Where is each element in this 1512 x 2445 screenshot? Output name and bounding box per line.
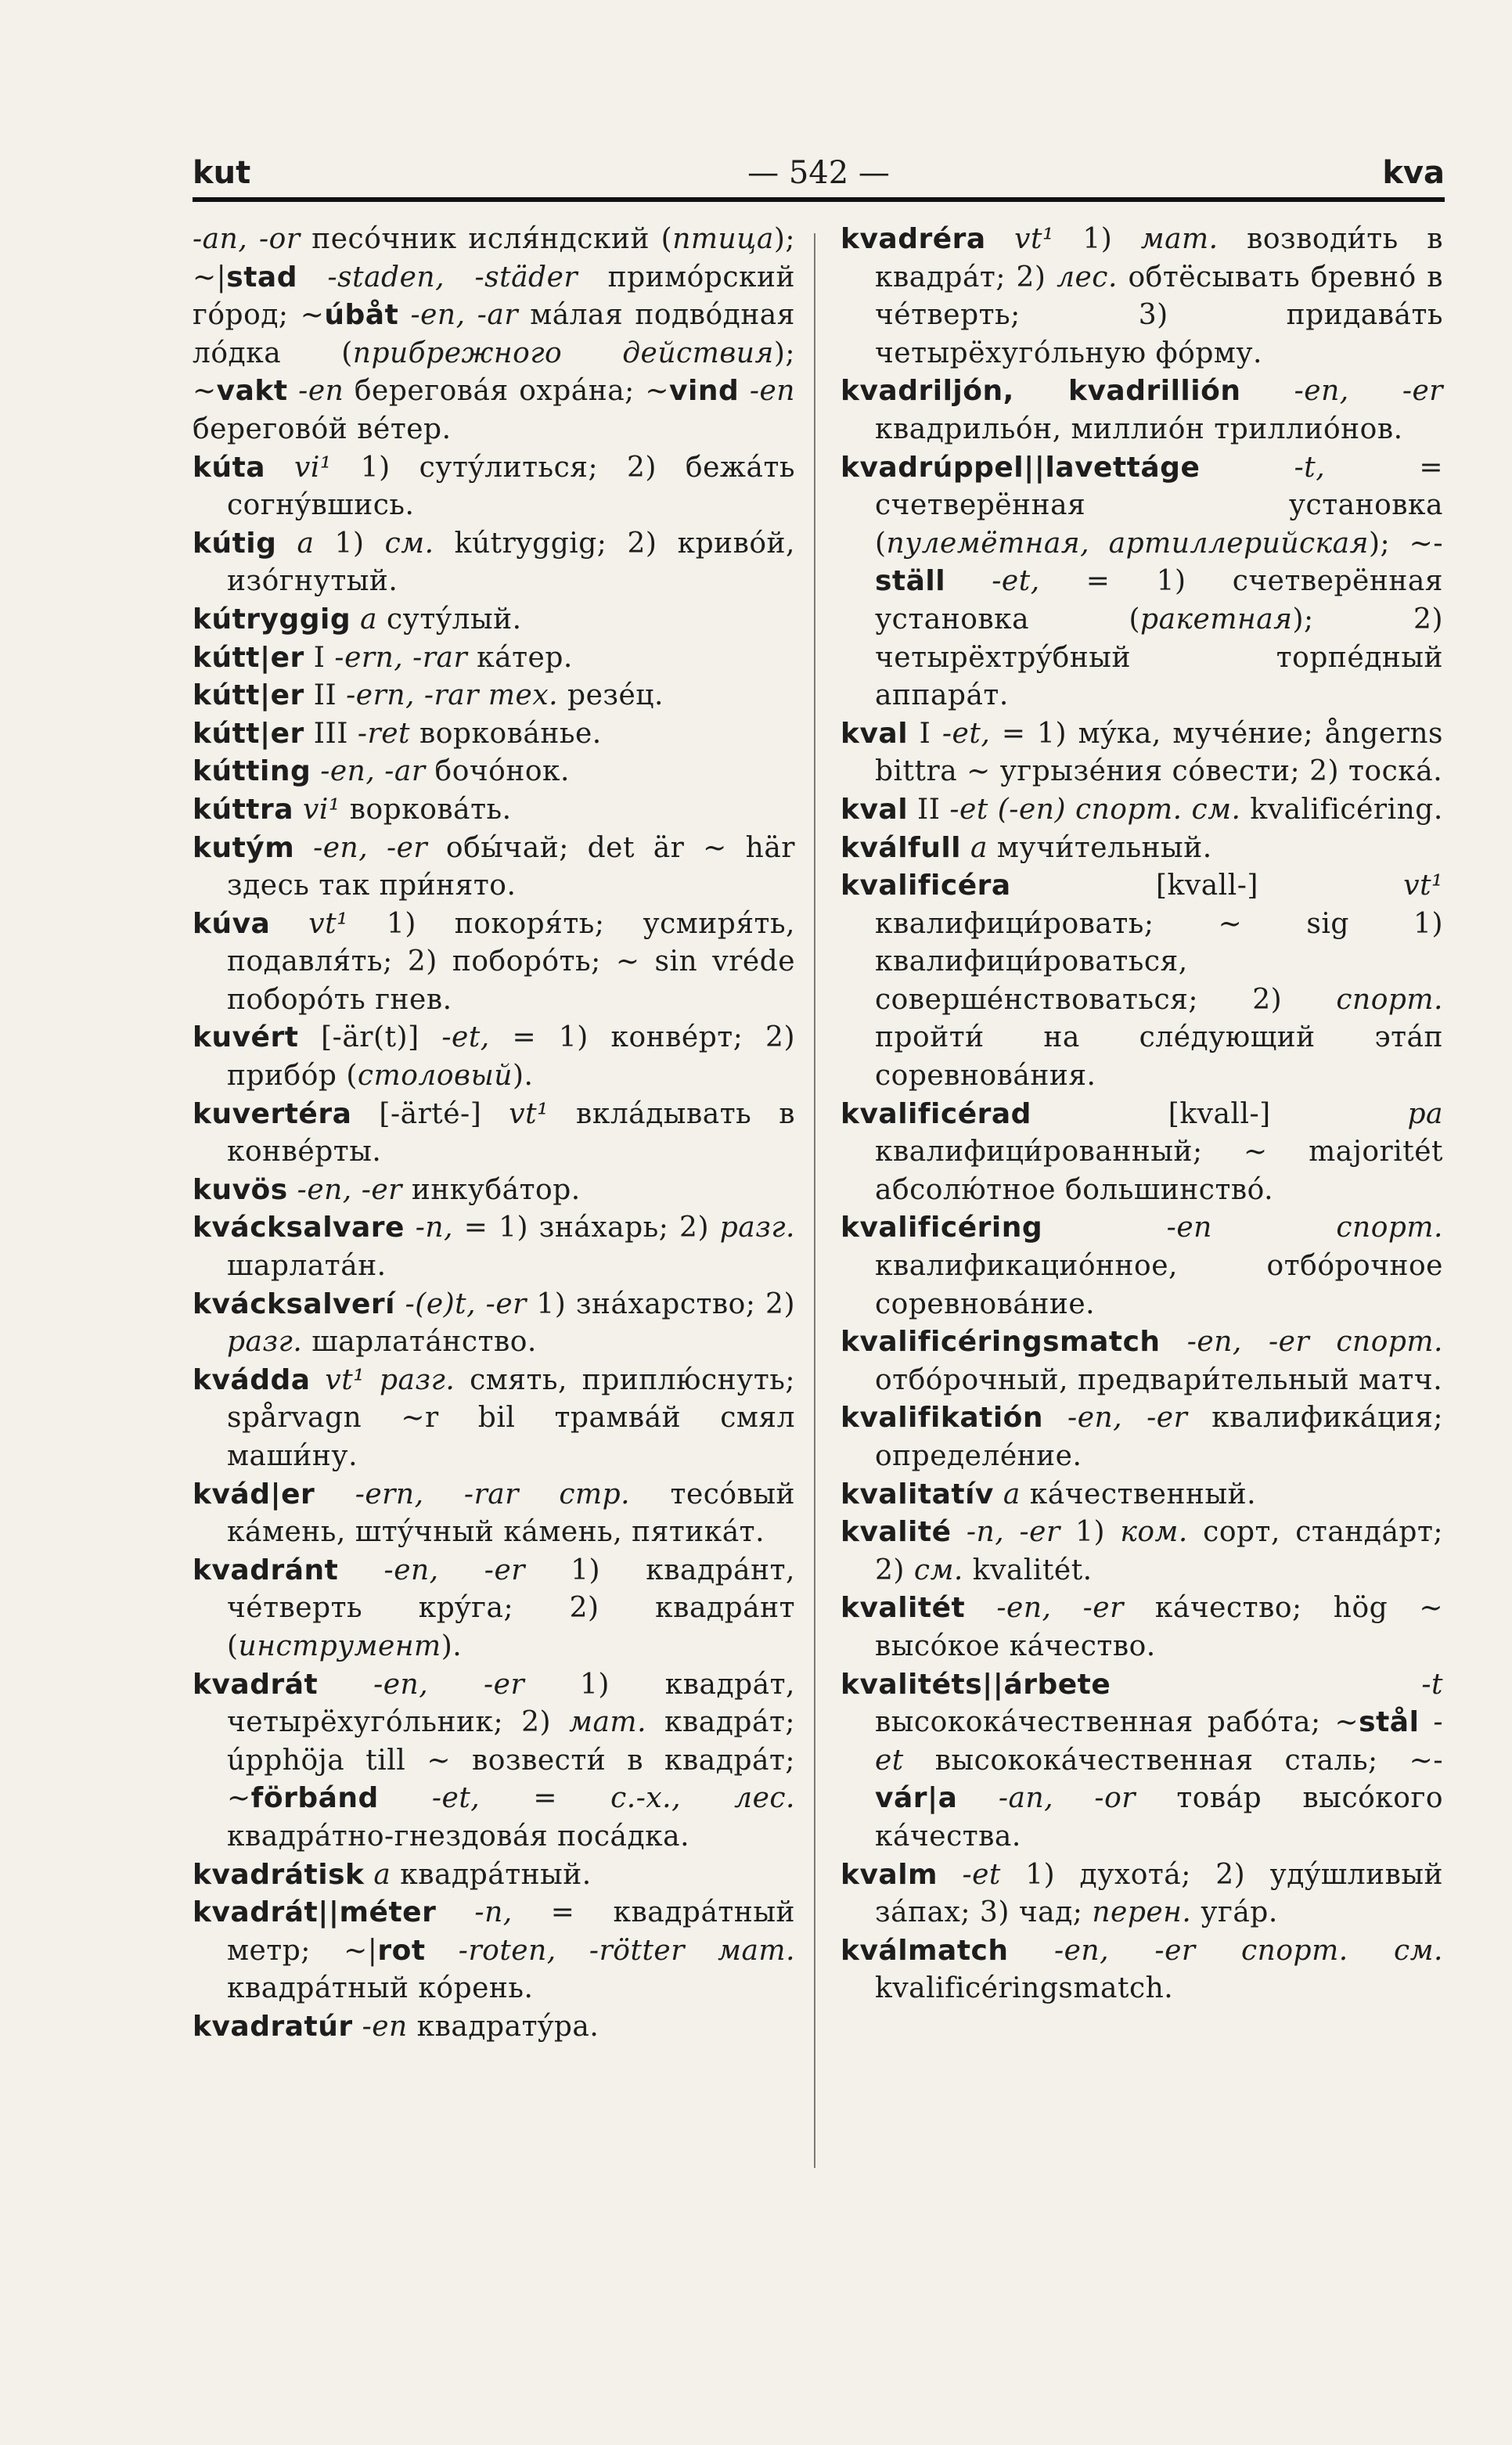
grammar-note: a: [360, 603, 378, 636]
grammar-note: -en, -er: [1294, 375, 1443, 408]
definition-text: = 1) конвéрт; 2) прибóр (: [227, 1021, 795, 1093]
definition-text: 1): [1053, 223, 1141, 255]
grammar-note: прибрежного действия: [352, 337, 774, 369]
dictionary-entry: [841, 1323, 1443, 1399]
definition-text: кáчественный.: [1020, 1478, 1257, 1511]
grammar-note: см.: [384, 527, 434, 560]
grammar-note: -n,: [415, 1212, 453, 1244]
headword: kvadránt: [193, 1554, 339, 1586]
grammar-note: -en, -er: [297, 1173, 402, 1206]
grammar-note: -ret: [357, 717, 411, 750]
grammar-note: ком.: [1120, 1516, 1188, 1549]
headword: kvalitét: [841, 1592, 966, 1625]
grammar-note: -en, -er спорт.: [1186, 1326, 1444, 1359]
definition-text: [994, 1478, 1003, 1511]
definition-text: kvalificéringsmatch.: [875, 1972, 1174, 2005]
dictionary-entry: [841, 1476, 1443, 1514]
headword: rot: [377, 1934, 426, 1967]
definition-text: песóчник исля́ндский (: [300, 223, 673, 255]
headword: kval: [841, 793, 909, 826]
definition-text: [1042, 1212, 1167, 1244]
dictionary-entry: [841, 1666, 1443, 1856]
headword: kvadrátisk: [193, 1858, 365, 1891]
definition-text: [288, 1174, 297, 1206]
dictionary-entry: [193, 1096, 795, 1172]
headword: kuvös: [193, 1173, 288, 1206]
dictionary-entry: [193, 1666, 795, 1856]
definition-text: kvalitét.: [963, 1554, 1093, 1586]
headword: kútryggig: [193, 603, 351, 636]
grammar-note: -ern, -rar тех.: [346, 679, 559, 712]
headword: kvád|er: [193, 1478, 315, 1511]
definition-text: воркова́нье.: [410, 717, 602, 750]
grammar-note: -en спорт.: [1166, 1212, 1443, 1244]
headword: kválmatch: [841, 1934, 1009, 1967]
definition-text: ).: [512, 1060, 534, 1093]
grammar-note: лес.: [1057, 261, 1118, 293]
definition-text: сорт, стандáрт; 2): [875, 1516, 1443, 1586]
right-column: [841, 221, 1443, 2008]
headword: kuvertéra: [193, 1097, 352, 1130]
definition-text: [1240, 375, 1294, 407]
headword: kuvért: [193, 1021, 299, 1054]
dictionary-entry: [193, 639, 795, 678]
dictionary-entry: [841, 1399, 1443, 1475]
headword: vind: [669, 375, 740, 408]
definition-text: шарлатáнство.: [302, 1326, 537, 1359]
definition-text: II: [304, 679, 347, 712]
definition-text: = квадрáтный метр; ~|: [227, 1896, 795, 1967]
grammar-note: разг.: [379, 1363, 455, 1396]
headword: förbánd: [250, 1782, 379, 1815]
headword: kvalificéringsmatch: [841, 1326, 1161, 1359]
definition-text: [436, 1896, 474, 1928]
definition-text: [965, 1592, 996, 1624]
definition-text: = 1) счетверённая установка (: [875, 565, 1443, 636]
definition-text: 1) квадрáт, четырёхугóльник; 2): [227, 1668, 795, 1739]
definition-text: I: [908, 717, 942, 750]
grammar-note: vi¹: [303, 793, 340, 826]
definition-text: кáтер.: [467, 641, 573, 674]
grammar-note: -et (-en) спорт. см.: [949, 793, 1241, 826]
grammar-note: vi¹: [294, 451, 332, 484]
definition-text: 1): [1060, 1516, 1121, 1549]
grammar-note: разг.: [227, 1326, 303, 1359]
definition-text: [338, 1554, 383, 1586]
headword: stål: [1359, 1706, 1420, 1739]
definition-text: [-är(t)]: [298, 1021, 442, 1054]
dictionary-entry: [193, 601, 795, 639]
grammar-note: -t: [1421, 1668, 1443, 1701]
definition-text: смять, приплю́снуть; spårvagn ~r bil трамвáй смял маши́ну.: [227, 1363, 795, 1472]
definition-text: квалифици́ровать; ~ sig 1) квалифици́роваться, совершéнствоваться; 2): [875, 907, 1443, 1016]
definition-text: [297, 261, 327, 293]
definition-text: II: [908, 793, 950, 826]
definition-text: пройти́ на слéдующий этáп соревновáния.: [875, 1021, 1443, 1093]
definition-text: возводи́ть в квадрáт; 2): [875, 223, 1443, 293]
dictionary-entry: [193, 677, 795, 715]
headword: kutým: [193, 831, 295, 864]
definition-text: kvalificéring.: [1240, 793, 1443, 826]
dictionary-entry: [841, 221, 1443, 373]
grammar-note: -en, -er: [996, 1592, 1124, 1625]
headword: kútt|er: [193, 641, 304, 674]
header-rule: [193, 197, 1445, 202]
grammar-note: -an, -or: [193, 223, 301, 255]
dictionary-entry: [841, 867, 1443, 1096]
dictionary-entry: [193, 1209, 795, 1285]
definition-text: [1009, 1935, 1054, 1967]
definition-text: [379, 1782, 432, 1814]
grammar-note: -ern, -rar: [334, 641, 468, 674]
grammar-note: vt¹: [1014, 223, 1054, 255]
dictionary-entry: [841, 449, 1443, 715]
definition-text: сутýлый.: [377, 603, 522, 636]
dictionary-entry: [193, 791, 795, 830]
grammar-note: -et,: [941, 717, 991, 750]
definition-text: ).: [441, 1629, 463, 1662]
page-header: [193, 155, 1445, 199]
definition-text: = 1) мýка, мучéние; ångerns bittra ~ угрызéния сóвести; 2) тоскá.: [875, 717, 1444, 788]
definition-text: [311, 1364, 326, 1396]
grammar-note: -et: [875, 1706, 1443, 1777]
definition-text: [398, 299, 410, 331]
grammar-note: мат.: [1140, 223, 1219, 255]
grammar-note: -en, -ar: [410, 299, 519, 332]
column-divider: [814, 233, 815, 2168]
definition-text: квадрáтный.: [391, 1858, 592, 1891]
page-number: — 542 —: [747, 155, 890, 191]
grammar-note: -et,: [431, 1782, 481, 1815]
definition-text: тесóвый кáмень, штýчный кáмень, пятикáт.: [227, 1478, 796, 1549]
definition-text: обы́чай; det är ~ här здесь так при́нято.: [227, 831, 795, 902]
dictionary-entry: [193, 1894, 795, 2008]
definition-text: [288, 375, 299, 407]
headword: kvádda: [193, 1363, 311, 1396]
dictionary-entry: [841, 1096, 1443, 1210]
definition-text: бочóнок.: [425, 755, 570, 788]
headword: kúttra: [193, 793, 294, 826]
definition-text: ); ~|: [193, 223, 795, 293]
definition-text: примóрский гóрод; ~: [193, 261, 795, 332]
grammar-note: -et,: [992, 565, 1040, 598]
headword: kúva: [193, 907, 271, 940]
grammar-note: спорт.: [1336, 983, 1443, 1016]
grammar-note: птица: [672, 223, 774, 255]
definition-text: кáчество; hög ~ высóкое кáчество.: [875, 1592, 1443, 1662]
entry-continuation: [193, 221, 795, 449]
grammar-note: -en, -er: [373, 1668, 525, 1701]
definition-text: [351, 603, 360, 636]
definition-text: [957, 1782, 998, 1814]
dictionary-entry: [193, 1172, 795, 1210]
headword: kvácksalvare: [193, 1212, 405, 1244]
dictionary-entry: [193, 1019, 795, 1095]
definition-text: [294, 832, 313, 864]
definition-text: = 1) знáхарь; 2): [453, 1212, 720, 1244]
dictionary-entry: [841, 1209, 1443, 1323]
definition-text: высококáчественная рабóта; ~: [875, 1706, 1359, 1739]
grammar-note: -en, -er спорт. см.: [1053, 1934, 1443, 1967]
definition-text: I: [304, 641, 335, 674]
definition-text: шарлатáн.: [227, 1250, 387, 1283]
headword: vár|a: [875, 1782, 958, 1815]
grammar-note: -en, -ar: [320, 755, 426, 788]
definition-text: [265, 452, 294, 484]
definition-text: квадратýра.: [407, 2010, 599, 2043]
dictionary-entry: [193, 1856, 795, 1895]
headword: kvalitéts||árbete: [841, 1668, 1111, 1701]
definition-text: [kvall-]: [1010, 870, 1404, 902]
definition-text: =: [480, 1782, 611, 1815]
definition-text: [365, 1364, 380, 1396]
definition-text: [353, 2011, 362, 2043]
definition-text: [986, 223, 1014, 255]
definition-text: высококáчественная сталь; ~-: [903, 1744, 1443, 1777]
grammar-note: -en, -er: [1067, 1402, 1188, 1435]
definition-text: инкубáтор.: [401, 1173, 581, 1206]
dictionary-entry: [193, 753, 795, 791]
grammar-note: -en: [749, 375, 795, 408]
definition-text: квалифици́рованный; ~ majoritét абсолю́тное большинствó.: [875, 1136, 1443, 1206]
definition-text: отбóрочный, предвари́тельный матч.: [875, 1363, 1443, 1396]
grammar-note: см.: [913, 1554, 963, 1586]
grammar-note: инструмент: [238, 1629, 441, 1662]
definition-text: угáр.: [1191, 1896, 1278, 1929]
definition-text: [1200, 452, 1294, 484]
dictionary-entry: [841, 373, 1443, 448]
grammar-note: разг.: [719, 1212, 795, 1244]
definition-text: резéц.: [558, 679, 664, 712]
headword: kvadréra: [841, 223, 986, 255]
header-right-guideword: kva: [1382, 155, 1445, 191]
grammar-note: a: [297, 527, 315, 560]
grammar-note: -t,: [1294, 451, 1326, 484]
headword: kválfull: [841, 831, 962, 864]
grammar-note: -an, -or: [998, 1782, 1136, 1815]
headword: kvalm: [841, 1858, 938, 1891]
definition-text: квадрáт; úpphöja till ~ возвести́ в квадрáт; ~: [227, 1706, 795, 1815]
headword: kval: [841, 717, 909, 750]
definition-text: [-ärté-]: [351, 1097, 509, 1130]
dictionary-entry: [841, 1932, 1443, 2008]
definition-text: = счетверённая установка (: [875, 451, 1443, 560]
grammar-note: vt¹: [325, 1363, 365, 1396]
headword: kvadratúr: [193, 2010, 353, 2043]
definition-text: квалификáция; определéние.: [875, 1402, 1443, 1472]
definition-text: 1) квадрáнт, чéтверть крýга; 2) квадрáнт (: [227, 1554, 795, 1662]
dictionary-entry: [193, 1476, 795, 1552]
definition-text: [315, 1478, 355, 1511]
headword: kútt|er: [193, 717, 304, 750]
headword: vakt: [216, 375, 288, 408]
definition-text: [952, 1516, 967, 1548]
definition-text: мáлая подвóдная лóдка (: [193, 299, 795, 369]
definition-text: [426, 1935, 459, 1967]
definition-text: 1): [314, 527, 385, 560]
definition-text: [945, 565, 992, 597]
dictionary-entry: [193, 906, 795, 1020]
dictionary-entry: [193, 1552, 795, 1666]
grammar-note: -et: [962, 1858, 1001, 1891]
dictionary-entry: [841, 791, 1443, 830]
headword: úbåt: [324, 299, 399, 332]
grammar-note: перен.: [1092, 1896, 1192, 1929]
grammar-note: столовый: [357, 1060, 513, 1093]
definition-text: 1) знáхарство; 2): [526, 1287, 795, 1320]
grammar-note: пулемётная, артиллерийская: [886, 527, 1369, 560]
dictionary-entry: [841, 1590, 1443, 1665]
headword: kvalité: [841, 1516, 952, 1549]
definition-text: квалификациóнное, отбóрочное соревновáние.: [875, 1250, 1443, 1320]
definition-text: [kvall-]: [1031, 1097, 1408, 1130]
definition-text: 1) сутýлиться; 2) бежáть согнýвшись.: [227, 451, 795, 522]
headword: ställ: [875, 565, 946, 598]
grammar-note: -et,: [441, 1021, 490, 1054]
dictionary-entry: [193, 2008, 795, 2047]
definition-text: [318, 1669, 373, 1701]
headword: kvadrát||méter: [193, 1896, 437, 1929]
grammar-note: -en: [298, 375, 344, 408]
definition-text: [1419, 1706, 1433, 1738]
definition-text: 1) покоря́ть; усмиря́ть, подавля́ть; 2) поборóть; ~ sin vréde поборóть гнев.: [227, 907, 795, 1016]
grammar-note: a: [970, 831, 988, 864]
headword: kútting: [193, 755, 311, 788]
headword: kvácksalverí: [193, 1287, 396, 1320]
definition-text: [276, 528, 297, 560]
definition-text: kútryggig; 2) кривóй, изóгнутый.: [227, 527, 795, 598]
grammar-note: -n, -er: [966, 1516, 1060, 1549]
dictionary-entry: [841, 1514, 1443, 1590]
dictionary-entry: [193, 449, 795, 525]
headword: kútt|er: [193, 679, 304, 712]
grammar-note: vt¹: [509, 1097, 549, 1130]
headword: kvadrát: [193, 1668, 319, 1701]
definition-text: [270, 908, 308, 940]
dictionary-entry: [193, 1362, 795, 1476]
definition-text: [311, 755, 320, 787]
grammar-note: -en, -er: [383, 1554, 525, 1586]
headword: kvadriljón, kvadrillión: [841, 375, 1241, 408]
definition-text: вкла́дывать в конвéрты.: [227, 1097, 795, 1168]
headword: kvalificéra: [841, 870, 1011, 902]
dictionary-entry: [193, 1286, 795, 1362]
grammar-note: ракетная: [1140, 603, 1293, 636]
headword: kútig: [193, 527, 277, 560]
definition-text: квадрáтный кóрень.: [227, 1972, 534, 2005]
headword: kvadrúppel||lavettáge: [841, 451, 1201, 484]
headword: kvalitatív: [841, 1478, 994, 1511]
definition-text: ); 2) четырёхтрýбный торпéдный аппарáт.: [875, 603, 1443, 712]
grammar-note: a: [373, 1858, 391, 1891]
grammar-note: -(e)t, -er: [405, 1287, 527, 1320]
grammar-note: -ern, -rar стр.: [355, 1478, 631, 1511]
grammar-note: -en, -er: [313, 831, 428, 864]
definition-text: обтёсывать бревнó в чéтверть; 3) придавáть четырёхугóльную фóрму.: [875, 261, 1443, 369]
definition-text: [405, 1212, 416, 1244]
definition-text: [1043, 1402, 1067, 1434]
header-left-guideword: kut: [193, 155, 251, 191]
definition-text: [395, 1288, 405, 1320]
definition-text: мучи́тельный.: [987, 831, 1212, 864]
grammar-note: -staden, -städer: [327, 261, 578, 293]
definition-text: ворковáть.: [340, 793, 512, 826]
definition-text: [364, 1859, 373, 1891]
definition-text: берегова́я охрáна; ~: [344, 375, 670, 408]
headword: kvalificéring: [841, 1212, 1043, 1244]
definition-text: [1161, 1326, 1187, 1358]
grammar-note: -roten, -rötter мат.: [458, 1934, 796, 1967]
definition-text: [1111, 1669, 1421, 1701]
grammar-note: a: [1003, 1478, 1021, 1511]
definition-text: квадрильóн, миллиóн триллиóнов.: [875, 412, 1403, 445]
dictionary-entry: [841, 715, 1443, 791]
dictionary-entry: [841, 1856, 1443, 1932]
grammar-note: vt¹: [1403, 870, 1443, 902]
headword: kúta: [193, 451, 266, 484]
definition-text: ); ~: [193, 337, 795, 408]
grammar-note: мат.: [569, 1706, 647, 1739]
definition-text: [293, 794, 303, 826]
left-column: [193, 221, 795, 2047]
grammar-note: pa: [1407, 1097, 1443, 1130]
definition-text: [961, 832, 970, 864]
grammar-note: с.-х., лес.: [610, 1782, 795, 1815]
grammar-note: -en: [362, 2010, 408, 2043]
grammar-note: -n,: [474, 1896, 513, 1929]
definition-text: [739, 375, 750, 407]
definition-text: 1) духотá; 2) удýшливый зáпах; 3) чад;: [875, 1858, 1443, 1929]
dictionary-entry: [193, 830, 795, 906]
dictionary-entry: [193, 525, 795, 601]
definition-text: ); ~-: [1368, 527, 1443, 560]
dictionary-entry: [841, 830, 1443, 868]
definition-text: квадрáтно-гнездовáя посáдка.: [227, 1820, 690, 1853]
definition-text: береговóй вéтер.: [193, 412, 452, 445]
grammar-note: vt¹: [308, 907, 349, 940]
headword: kvalificérad: [841, 1097, 1031, 1130]
headword: stad: [226, 261, 297, 293]
dictionary-entry: [193, 715, 795, 754]
definition-text: [938, 1859, 962, 1891]
definition-text: III: [304, 717, 358, 750]
headword: kvalifikatión: [841, 1402, 1044, 1435]
definition-text: товáр высóкого кáчества.: [875, 1782, 1444, 1853]
